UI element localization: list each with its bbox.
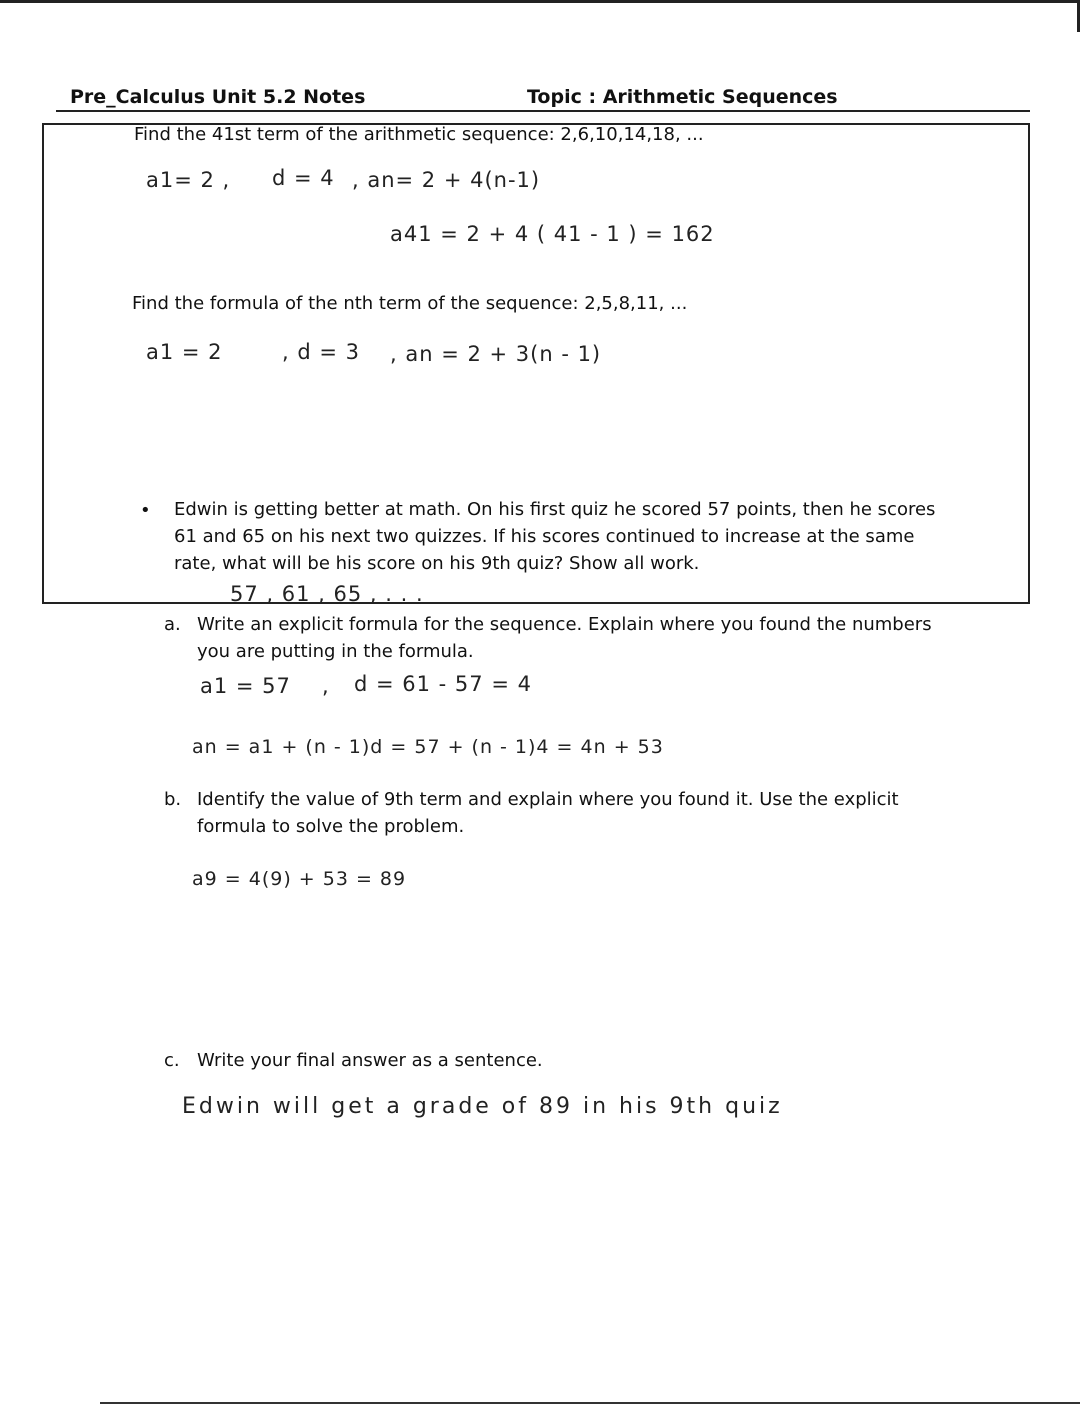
- header-divider: [56, 110, 1030, 112]
- part-c-answer: Edwin will get a grade of 89 in his 9th quiz: [182, 1094, 783, 1119]
- part-a: [164, 611, 964, 671]
- part-c-text: [197, 1047, 543, 1074]
- part-b: [164, 786, 964, 846]
- problem1-work-answer: a41 = 2 + 4 ( 41 - 1 ) = 162: [390, 222, 715, 246]
- part-a-work-a1: a1 = 57: [200, 674, 291, 698]
- word-problem-line: rate, what will be his score on his 9th quiz? Show all work.: [174, 553, 700, 574]
- part-a-line: you are putting in the formula.: [197, 641, 474, 662]
- problem2-prompt: Find the formula of the nth term of the sequence: 2,5,8,11, ...: [132, 293, 688, 314]
- header-course-title: Pre_Calculus Unit 5.2 Notes: [70, 86, 366, 108]
- part-c-line: Write your final answer as a sentence.: [197, 1050, 543, 1071]
- problem2-work-formula: , an = 2 + 3(n - 1): [390, 342, 602, 366]
- part-b-text: [197, 786, 899, 840]
- problem1-work-d: d = 4: [272, 166, 335, 190]
- part-c-label: c.: [164, 1050, 180, 1071]
- part-b-label: b.: [164, 789, 182, 810]
- page-top-border: [0, 0, 1080, 3]
- problem2-work-d: , d = 3: [282, 340, 360, 364]
- problem1-work-a1: a1= 2 ,: [146, 168, 231, 192]
- sequence-work: 57 , 61 , 65 , . . .: [230, 582, 424, 606]
- part-b-line: formula to solve the problem.: [197, 816, 465, 837]
- word-problem-line: Edwin is getting better at math. On his first quiz he scored 57 points, then he scores: [174, 499, 936, 520]
- bullet-marker: •: [140, 500, 151, 521]
- part-a-work-comma: ,: [322, 674, 330, 698]
- part-b-work: a9 = 4(9) + 53 = 89: [192, 868, 407, 890]
- part-a-work-d: d = 61 - 57 = 4: [354, 672, 532, 696]
- part-a-label: a.: [164, 614, 181, 635]
- part-c: [164, 1047, 964, 1077]
- word-problem-text: [174, 496, 974, 577]
- problem1-work-formula: , an= 2 + 4(n-1): [352, 168, 541, 192]
- part-b-line: Identify the value of 9th term and explain where you found it. Use the explicit: [197, 789, 899, 810]
- part-a-work-formula: an = a1 + (n - 1)d = 57 + (n - 1)4 = 4n + 53: [192, 736, 664, 758]
- problem1-prompt: Find the 41st term of the arithmetic sequence: 2,6,10,14,18, ...: [134, 124, 704, 145]
- part-a-line: Write an explicit formula for the sequence. Explain where you found the numbers: [197, 614, 932, 635]
- problem2-work-a1: a1 = 2: [146, 340, 223, 364]
- word-problem-line: 61 and 65 on his next two quizzes. If his scores continued to increase at the same: [174, 526, 915, 547]
- header-topic: Topic : Arithmetic Sequences: [527, 86, 838, 108]
- part-a-text: [197, 611, 932, 665]
